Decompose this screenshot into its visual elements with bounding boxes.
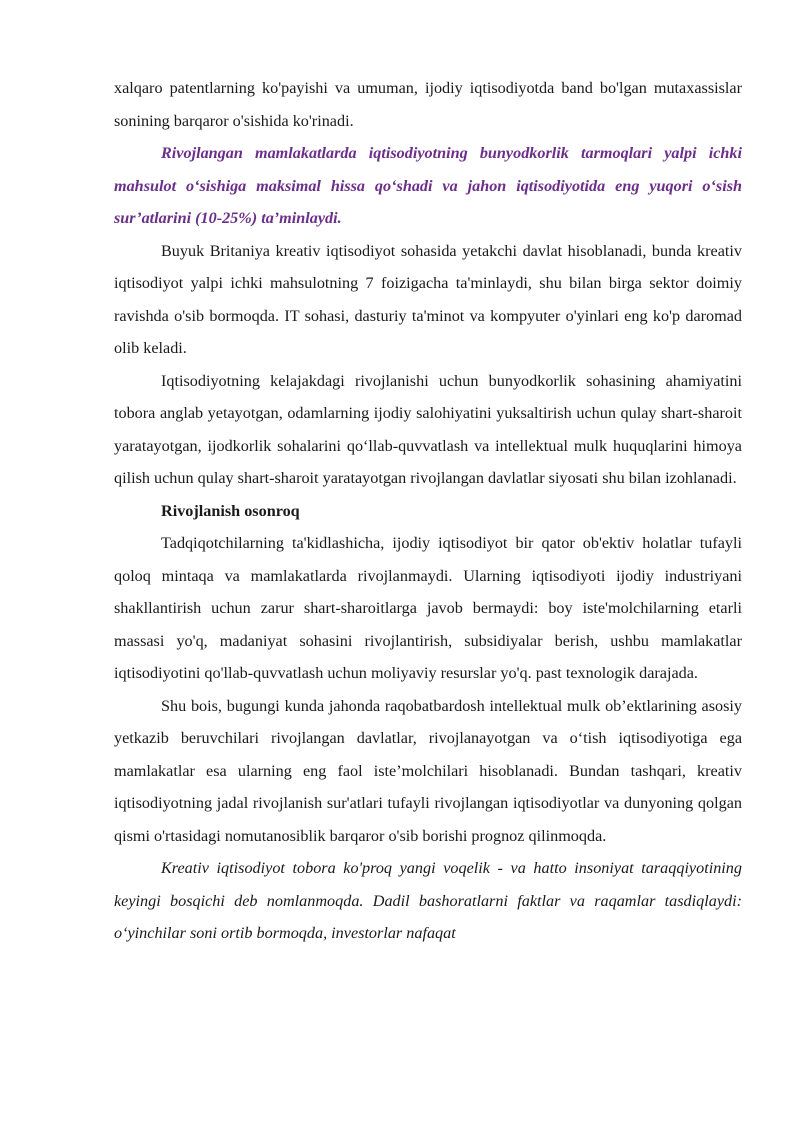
paragraph-continued: xalqaro patentlarning ko'payishi va umuman, ijodiy iqtisodiyotda band bo'lgan mutaxassislar sonining barqaror o'sishida ko'rinadi.: [114, 79, 742, 130]
document-page: [114, 72, 742, 950]
paragraph-emphasis: Rivojlangan mamlakatlarda iqtisodiyotning bunyodkorlik tarmoqlari yalpi ichki mahsulot o‘sishiga maksimal hissa qo‘shadi va jahon iqtisodiyotida eng yuqori o‘sish sur’atlarini (10-25%) ta’minlaydi.: [114, 144, 742, 227]
paragraph-suppliers: Shu bois, bugungi kunda jahonda raqobatbardosh intellektual mulk ob’ektlarining asosiy yetkazib beruvchilari rivojlangan davlatlar, rivojlanayotgan va o‘tish iqtisodiyotiga ega mamlakatlar esa ularning eng faol iste’molchilari hisoblanadi. Bundan tashqari, kreativ iqtisodiyotning jadal rivojlanish sur'atlari tufayli rivojlangan iqtisodiyotlar va dunyoning qolgan qismi o'rtasidagi nomutanosiblik barqaror o'sib borishi prognoz qilinmoqda.: [114, 696, 742, 845]
paragraph-researchers: Tadqiqotchilarning ta'kidlashicha, ijodiy iqtisodiyot bir qator ob'ektiv holatlar tufayli qoloq mintaqa va mamlakatlarda rivojlanmaydi. Ularning iqtisodiyoti ijodiy industriyani shakllantirish uchun zarur shart-sharoitlarga javob bermaydi: boy iste'molchilarning etarli massasi yo'q, madaniyat sohasini rivojlantirish, subsidiyalar berish, ushbu mamlakatlar iqtisodiyotini qo'llab-quvvatlash uchun moliyaviy resurslar yo'q. past texnologik darajada.: [114, 534, 742, 682]
paragraph-uk-creative-economy: Buyuk Britaniya kreativ iqtisodiyot sohasida yetakchi davlat hisoblanadi, bunda kreativ iqtisodiyot yalpi ichki mahsulotning 7 foizigacha ta'minlaydi, shu bilan birga sektor doimiy ravishda o'sib bormoqda. IT sohasi, dasturiy ta'minot va kompyuter o'yinlari eng ko'p daromad olib keladi.: [114, 241, 742, 357]
paragraph-new-reality: Kreativ iqtisodiyot tobora ko'proq yangi voqelik - va hatto insoniyat taraqqiyotining keyingi bosqichi deb nomlanmoqda. Dadil bashoratlarni faktlar va raqamlar tasdiqlaydi: o‘yinchilar soni ortib bormoqda, investorlar nafaqat: [114, 859, 742, 942]
section-heading: Rivojlanish osonroq: [161, 501, 300, 520]
paragraph-policy: Iqtisodiyotning kelajakdagi rivojlanishi uchun bunyodkorlik sohasining ahamiyatini tobora anglab yetayotgan, odamlarning ijodiy salohiyatini yuksaltirish uchun qulay shart-sharoit yaratayotgan, ijodkorlik sohalarini qo‘llab-quvvatlash va intellektual mulk huquqlarini himoya qilish uchun qulay shart-sharoit yaratayotgan rivojlangan davlatlar siyosati shu bilan izohlanadi.: [114, 371, 742, 487]
